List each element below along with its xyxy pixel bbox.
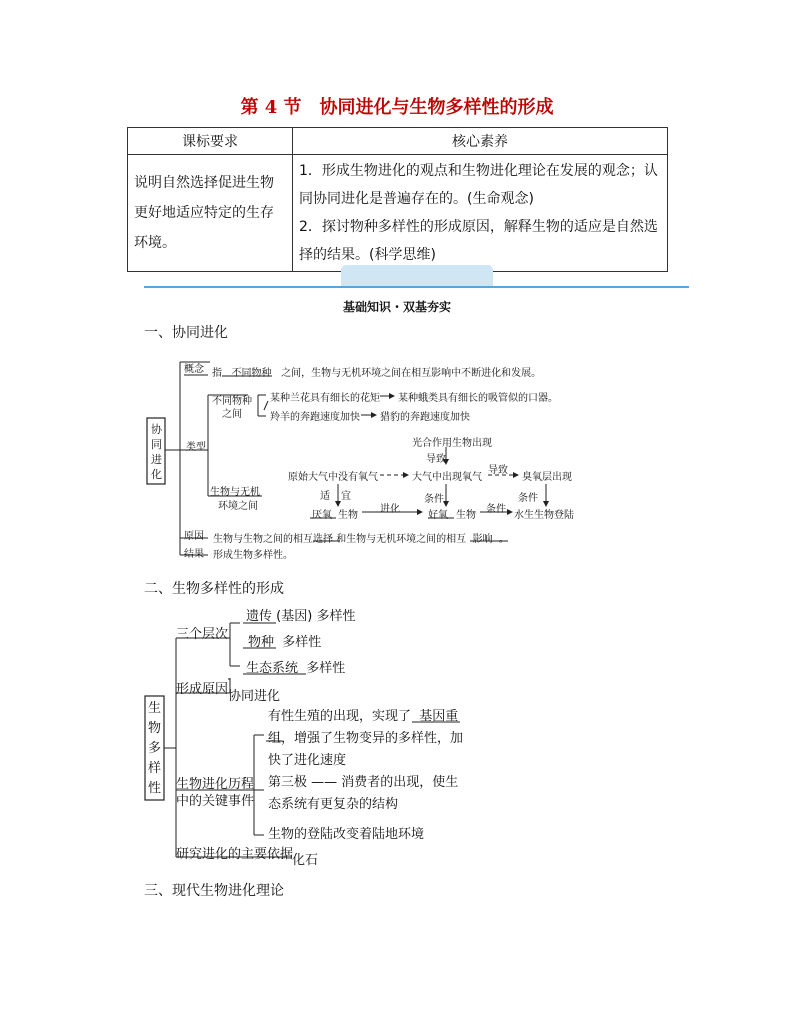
table-header-left: 课标要求 [128, 128, 293, 155]
page-title: 第 4 节 协同进化与生物多样性的形成 [240, 97, 554, 118]
section-1-heading: 一、协同进化 [144, 325, 228, 341]
cause-text: 生物与生物之间的相互选择 和生物与无机环境之间的相互 影响 。 [213, 534, 509, 545]
blank-selection: 选择 [313, 534, 333, 545]
event-2-line-1: 第三极 —— 消费者的出现，使生 [268, 775, 459, 790]
bio-2: 生物 [456, 510, 476, 521]
blank-influence: 影响 [472, 534, 493, 545]
table-header-right: 核心素养 [293, 128, 668, 155]
result-label: 结果 [184, 549, 204, 560]
photosynthesis: 光合作用生物出现 [412, 438, 492, 449]
type-label: 类型 [186, 442, 206, 453]
yi: 宜 [341, 491, 351, 502]
example-moth: 某种蛾类具有细长的吸管似的口器。 [398, 393, 558, 404]
lead-2: 导致 [488, 465, 508, 476]
cause-label: 原因 [184, 531, 204, 542]
section-3-heading: 三、现代生物进化理论 [144, 883, 284, 899]
cause-answer: 协同进化 [228, 689, 281, 704]
level-species: 物种 多样性 [248, 635, 322, 650]
event-3: 生物的登陆改变着陆地环境 [268, 827, 425, 842]
bio-env-2: 环境之间 [218, 501, 258, 512]
coevolution-root: 协同进化 [151, 423, 162, 481]
blank-gene-recombination: 基因重 [419, 709, 459, 724]
ozone: 臭氧层出现 [522, 472, 572, 483]
section-banner: 基础知识・双基夯实 [342, 300, 451, 314]
shi: 适 [320, 491, 330, 502]
table-cell-left: 说明自然选择促进生物更好地适应特定的生存环境。 [128, 155, 293, 272]
core-literacy-1: 1．形成生物进化的观点和生物进化理论在发展的观念；认同协同进化是普遍存在的。(生命观念) [299, 163, 658, 207]
key-events-2: 中的关键事件 [176, 794, 255, 809]
lead-1: 导致 [426, 454, 446, 465]
cond-2: 条件 [486, 504, 506, 515]
level-ecosystem: 生态系统 多样性 [246, 661, 346, 676]
blank-different-species: 不同物种 [231, 368, 272, 379]
between-species-1: 不同物种 [212, 396, 252, 407]
three-levels: 三个层次 [176, 627, 229, 642]
aerobic: 好氧 [428, 510, 448, 521]
result-text: 形成生物多样性。 [213, 550, 293, 561]
example-orchid: 某种兰花具有细长的花矩 [270, 393, 380, 404]
key-events-1: 生物进化历程 [176, 777, 255, 792]
cond-3: 条件 [518, 493, 538, 504]
water-to-land: 水生生物登陆 [514, 510, 574, 521]
event-2-line-2: 态系统有更复杂的结构 [268, 797, 399, 812]
between-species-2: 之间 [222, 409, 242, 420]
event-1-line-1: 有性生殖的出现，实现了 基因重 [268, 709, 459, 724]
event-1-line-2: 组，增强了生物变异的多样性，加 [268, 731, 464, 746]
cond-1: 条件 [424, 494, 444, 505]
core-literacy-2: 2．探讨物种多样性的形成原因，解释生物的适应是自然选择的结果。(科学思维) [299, 219, 658, 263]
formation-cause: 形成原因 [176, 682, 229, 697]
section-2-heading: 二、生物多样性的形成 [144, 581, 284, 597]
event-1-line-3: 快了进化速度 [268, 753, 347, 768]
example-antelope: 羚羊的奔跑速度加快 [270, 412, 360, 423]
bio-env-1: 生物与无机 [210, 487, 260, 498]
evidence-answer: 化石 [292, 853, 319, 868]
oxygen-air: 大气中出现氧气 [412, 472, 482, 483]
bio-1: 生物 [338, 510, 358, 521]
concept-label: 概念 [184, 364, 204, 375]
no-oxygen: 原始大气中没有氧气 [288, 472, 378, 483]
example-cheetah: 猎豹的奔跑速度加快 [380, 412, 470, 423]
evidence: 研究进化的主要依据 [176, 847, 294, 862]
level-genetic: 遗传 (基因) 多样性 [246, 609, 356, 624]
concept-text: 指 不同物种 之间，生物与无机环境之间在相互影响中不断进化和发展。 [212, 368, 542, 379]
biodiversity-root: 生 物 多 样 性 [148, 701, 162, 796]
anaerobic: 厌氧 [312, 510, 332, 521]
evolve: 进化 [380, 504, 400, 515]
